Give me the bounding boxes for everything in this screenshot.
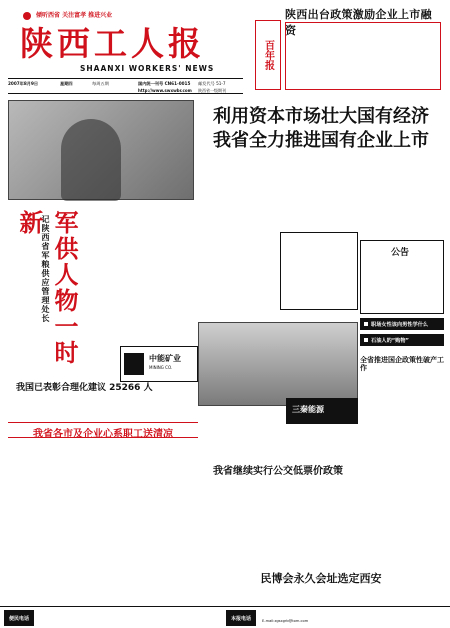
middle-photo bbox=[198, 322, 358, 406]
main-headline-line1: 利用资本市场壮大国有经济 bbox=[213, 106, 429, 127]
mining-ad-sub: MINING CO. bbox=[149, 365, 173, 370]
side-item-2-bullet bbox=[364, 338, 368, 342]
bottom-left-banner bbox=[8, 422, 198, 438]
side-notice-text bbox=[365, 257, 441, 311]
portrait-photo bbox=[8, 100, 194, 200]
portrait-story-text bbox=[55, 206, 195, 350]
bottom-story-title: 民博会永久会址选定西安 bbox=[260, 572, 382, 585]
side-story-title: 全省推进国企政策性破产工作 bbox=[360, 356, 444, 372]
footer-bar bbox=[0, 606, 450, 628]
middle-story-title: 我省继续实行公交低票价政策 bbox=[213, 466, 343, 477]
side-item-1[interactable] bbox=[360, 318, 444, 330]
mining-ad-box bbox=[120, 346, 198, 382]
sanneng-ad-label: 三秦能源 bbox=[292, 405, 324, 414]
footer-right-text bbox=[262, 610, 446, 626]
side-item-2-label: 石油人的“购物” bbox=[371, 337, 409, 344]
main-headline bbox=[198, 106, 444, 154]
website: http://www.swxwbr.com bbox=[138, 88, 192, 93]
main-headline-line2: 我省全力推进国有企业上市 bbox=[213, 130, 429, 151]
side-item-1-bullet bbox=[364, 322, 368, 326]
bottom-left-text-1 bbox=[10, 394, 196, 416]
sanneng-ad bbox=[286, 398, 358, 424]
side-notice-title: 公告 bbox=[391, 248, 410, 258]
promo-stamp: 百年报 bbox=[255, 20, 281, 90]
bottom-left-title-1: 我国已表彰合理化建议 25266 人 bbox=[16, 383, 153, 393]
right-inner-box-text bbox=[285, 237, 355, 307]
promo-title: 陕西出台政策激励企业上市融资 bbox=[285, 8, 432, 37]
footer-left-label: 便民电话 bbox=[4, 610, 34, 626]
side-item-2[interactable] bbox=[360, 334, 444, 346]
masthead bbox=[8, 4, 243, 76]
portrait-subtitle: 记陕西省军粮供应管理处长 bbox=[41, 215, 50, 323]
postal-code: 邮发代号 51-7 bbox=[198, 81, 226, 86]
mining-ad-logo bbox=[124, 353, 144, 375]
footer-contact: E-mail:zgsxgrb@tom.com bbox=[262, 619, 309, 623]
top-right-promo bbox=[255, 6, 443, 94]
masthead-subtitle-en: SHAANXI WORKERS' NEWS bbox=[80, 64, 215, 73]
side-notice-box bbox=[360, 240, 444, 314]
portrait-figure bbox=[61, 119, 121, 201]
right-inner-box bbox=[280, 232, 358, 310]
portrait-vertical-title: 军供人物一时新 bbox=[15, 210, 78, 366]
weekday: 星期四 bbox=[60, 81, 73, 86]
masthead-meta-row bbox=[8, 78, 243, 94]
bottom-left-text-2 bbox=[8, 442, 194, 588]
bottom-left-title-2: 我省各市及企业心系职工送清凉 bbox=[33, 429, 173, 440]
issue-date: 2007年8月9日 bbox=[8, 81, 39, 86]
middle-story-text bbox=[198, 476, 358, 560]
footer-right-label: 本报电话 bbox=[226, 610, 256, 626]
masthead-slogan: 倾听西省 关注富孝 推进兴业 bbox=[36, 12, 113, 19]
main-story-text bbox=[198, 156, 444, 206]
issue-number: 国内统一刊号 CN61-0015 bbox=[138, 81, 191, 86]
mining-ad-label: 中能矿业 bbox=[149, 354, 181, 363]
footer-left-text bbox=[40, 610, 220, 626]
masthead-title: 陕西工人报 bbox=[20, 24, 205, 63]
bottom-story-text bbox=[198, 584, 444, 604]
side-item-1-label: 职场女性该向男性学什么 bbox=[371, 321, 429, 328]
publisher-note: 陕西省一级期刊 bbox=[198, 88, 226, 93]
promo-text-block bbox=[289, 26, 439, 88]
red-logo-mark bbox=[23, 12, 31, 20]
side-story-text bbox=[360, 374, 444, 538]
pages-info: 每周五期 bbox=[92, 81, 109, 86]
